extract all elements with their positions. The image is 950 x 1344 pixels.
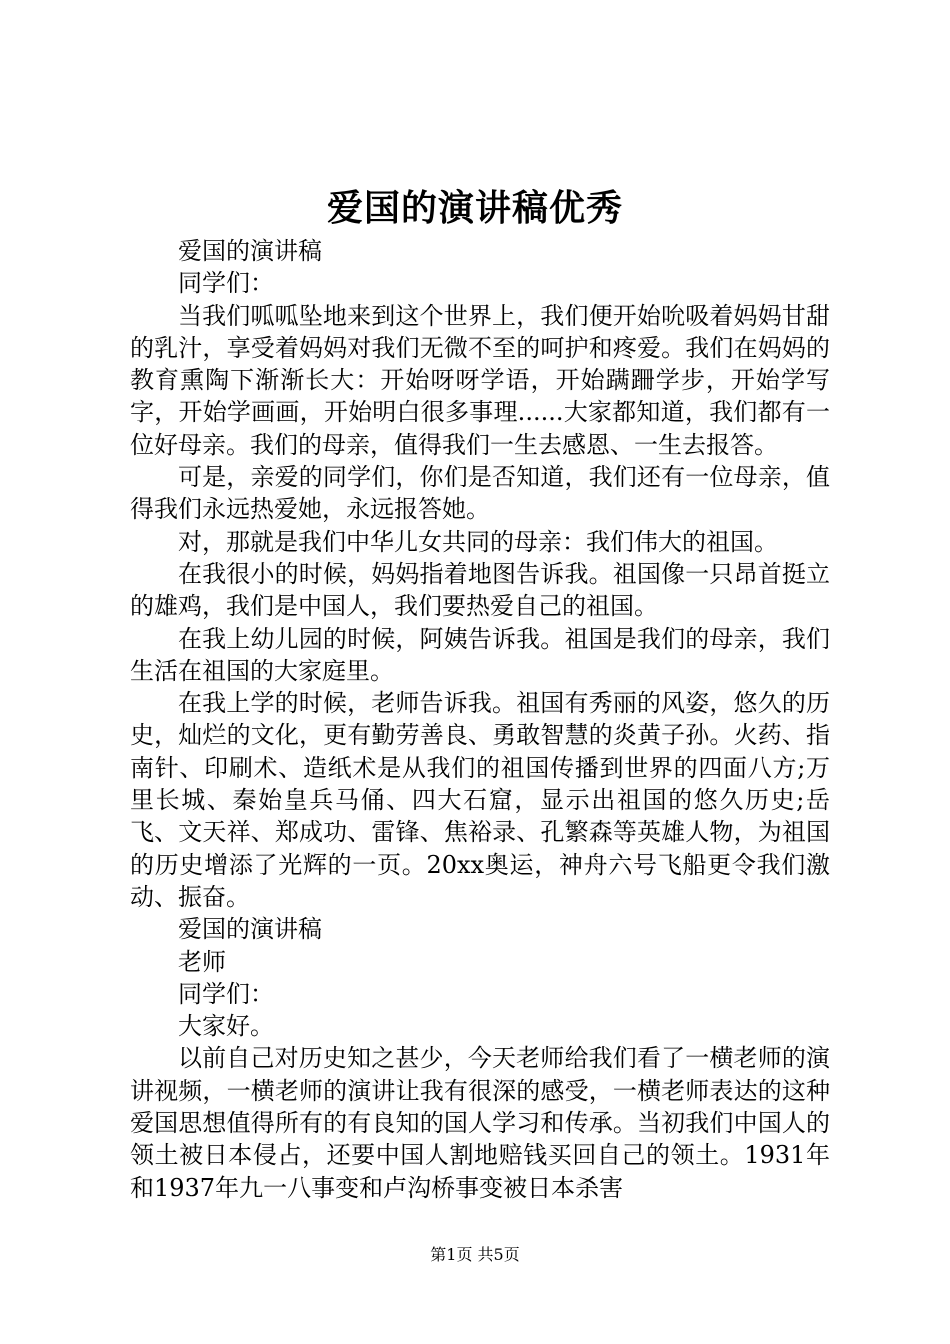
- page-footer: 第1页 共5页: [430, 1245, 520, 1264]
- paragraph: 大家好。: [178, 1012, 274, 1041]
- paragraph: 爱国的演讲稿: [178, 915, 322, 944]
- paragraph: 爱国的演讲稿: [178, 237, 322, 265]
- paragraph: 当我们呱呱坠地来到这个世界上，我们便开始吮吸着妈妈甘甜的乳汁，享受着妈妈对我们无微不至的呵护和疼爱。我们在妈妈的教育熏陶下渐渐长大：开始呀呀学语，开始蹒跚学步，开始学写字，开始学画画，开始明白很多事理......大家都知道，我们都有一位好母亲。我们的母亲，值得我们一生去感恩、一生去报答。: [130, 301, 830, 459]
- paragraph: 在我上幼儿园的时候，阿姨告诉我。祖国是我们的母亲，我们生活在祖国的大家庭里。: [130, 624, 830, 685]
- paragraph: 可是，亲爱的同学们，你们是否知道，我们还有一位母亲，值得我们永远热爱她，永远报答她。: [130, 463, 830, 524]
- paragraph: 对，那就是我们中华儿女共同的母亲：我们伟大的祖国。: [178, 527, 778, 556]
- document-body: [130, 235, 830, 1204]
- paragraph: 以前自己对历史知之甚少，今天老师给我们看了一横老师的演讲视频，一横老师的演讲让我有很深的感受，一横老师表达的这种爱国思想值得所有的有良知的国人学习和传承。当初我们中国人的领土被日本侵占，还要中国人割地赔钱买回自己的领土。1931年和1937年九一八事变和卢沟桥事变被日本杀害: [130, 1044, 830, 1202]
- paragraph: 老师: [178, 947, 226, 976]
- document-title: 爱国的演讲稿优秀: [326, 187, 623, 229]
- paragraph: 同学们：: [178, 979, 274, 1008]
- paragraph: 在我很小的时候，妈妈指着地图告诉我。祖国像一只昂首挺立的雄鸡，我们是中国人，我们要热爱自己的祖国。: [130, 559, 830, 621]
- paragraph: 在我上学的时候，老师告诉我。祖国有秀丽的风姿，悠久的历史，灿烂的文化，更有勤劳善良、勇敢智慧的炎黄子孙。火药、指南针、印刷术、造纸术是从我们的祖国传播到世界的四面八方;万里长城、秦始皇兵马俑、四大石窟，显示出祖国的悠久历史;岳飞、文天祥、郑成功、雷锋、焦裕录、孔繁森等英雄人物，为祖国的历史增添了光辉的一页。20xx奥运，神舟六号飞船更令我们激动、振奋。: [130, 689, 830, 911]
- paragraph: 同学们：: [178, 269, 274, 298]
